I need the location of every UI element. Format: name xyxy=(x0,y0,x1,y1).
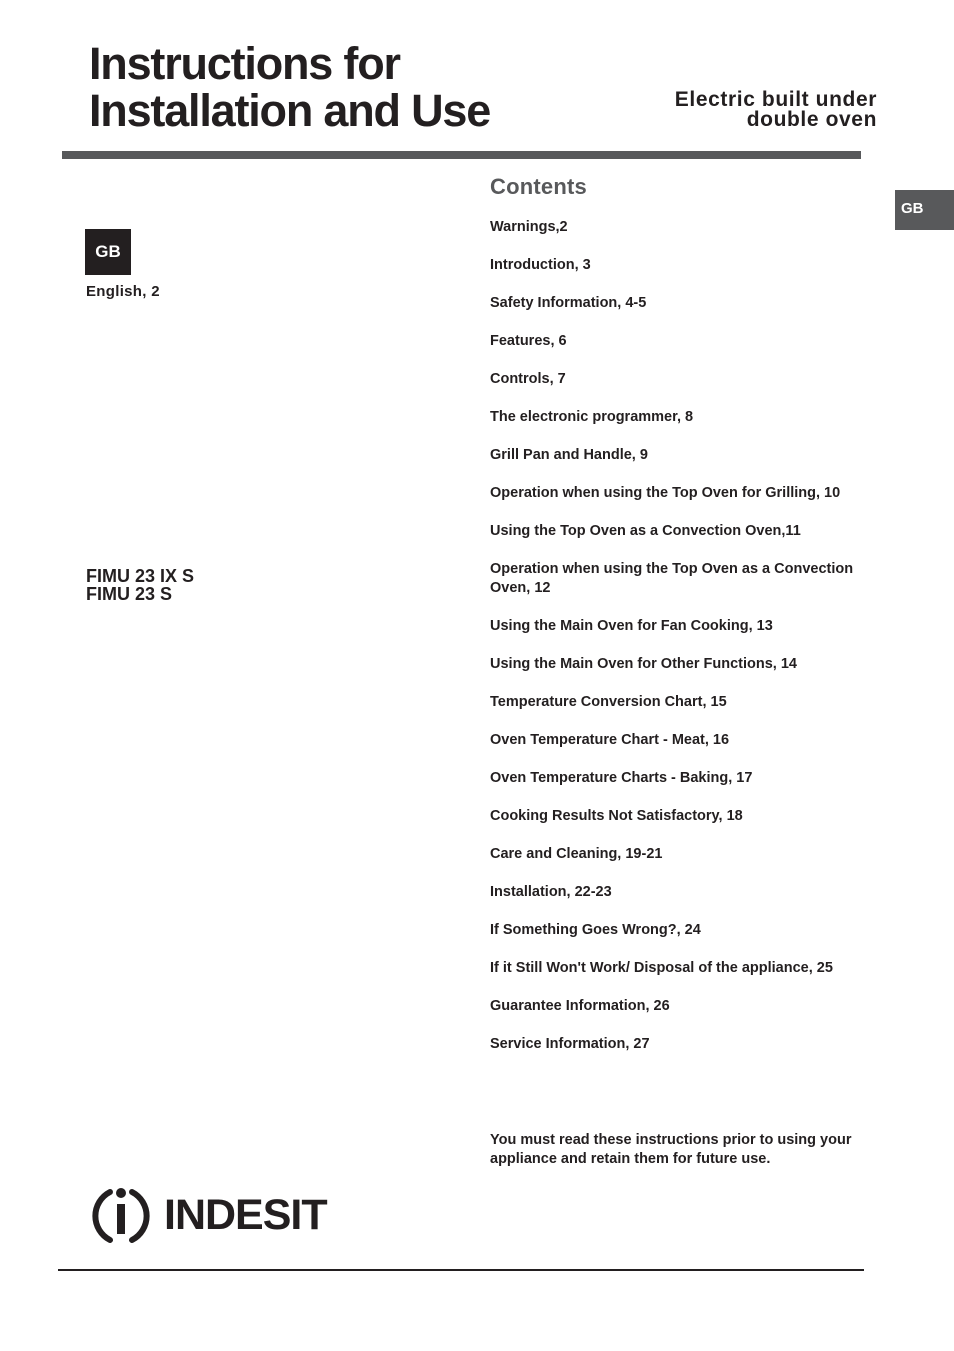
toc-item: Warnings,2 xyxy=(490,219,568,235)
footer-divider xyxy=(58,1269,864,1271)
toc-item: The electronic programmer, 8 xyxy=(490,409,694,425)
toc-item: Features, 6 xyxy=(490,333,567,349)
toc-item: Temperature Conversion Chart, 15 xyxy=(490,694,727,710)
title-line-1: Instructions for xyxy=(89,38,400,89)
toc-item: Oven Temperature Charts - Baking, 17 xyxy=(490,770,753,786)
table-of-contents xyxy=(490,218,870,1073)
indesit-logo-icon xyxy=(88,1182,154,1248)
document-title xyxy=(89,40,490,134)
toc-item: Care and Cleaning, 19-21 xyxy=(490,846,663,862)
toc-item: Guarantee Information, 26 xyxy=(490,998,670,1014)
product-type xyxy=(675,90,877,130)
toc-item: Operation when using the Top Oven as a Convection Oven, 12 xyxy=(490,561,854,596)
toc-item: Using the Main Oven for Other Functions, 14 xyxy=(490,656,797,672)
language-badge: GB xyxy=(85,229,131,275)
toc-item: Using the Top Oven as a Convection Oven,11 xyxy=(490,523,801,539)
toc-item: Grill Pan and Handle, 9 xyxy=(490,447,648,463)
brand-name: INDESIT xyxy=(164,1190,327,1239)
toc-item: Safety Information, 4-5 xyxy=(490,295,647,311)
toc-item: Introduction, 3 xyxy=(490,257,591,273)
toc-item: Operation when using the Top Oven for Grilling, 10 xyxy=(490,485,841,501)
title-line-2: Installation and Use xyxy=(89,85,491,136)
brand-logo xyxy=(88,1182,327,1248)
model-number: FIMU 23 S xyxy=(86,584,173,604)
header-divider xyxy=(62,151,861,159)
language-label: English, 2 xyxy=(86,283,160,300)
product-type-line-1: Electric built under xyxy=(674,88,877,111)
toc-item: Installation, 22-23 xyxy=(490,884,612,900)
contents-heading: Contents xyxy=(490,174,587,199)
model-numbers xyxy=(86,567,194,603)
toc-item: Using the Main Oven for Fan Cooking, 13 xyxy=(490,618,773,634)
model-number: FIMU 23 IX S xyxy=(86,566,195,586)
toc-item: Controls, 7 xyxy=(490,371,566,387)
toc-item: If it Still Won't Work/ Disposal of the appliance, 25 xyxy=(490,960,833,976)
toc-item: Cooking Results Not Satisfactory, 18 xyxy=(490,808,743,824)
read-instructions-notice: You must read these instructions prior to using your appliance and retain them for future use. xyxy=(490,1132,852,1167)
toc-item: Oven Temperature Chart - Meat, 16 xyxy=(490,732,730,748)
toc-item: Service Information, 27 xyxy=(490,1036,650,1052)
product-type-line-2: double oven xyxy=(746,108,877,131)
language-side-tab: GB xyxy=(895,190,954,230)
toc-item: If Something Goes Wrong?, 24 xyxy=(490,922,701,938)
